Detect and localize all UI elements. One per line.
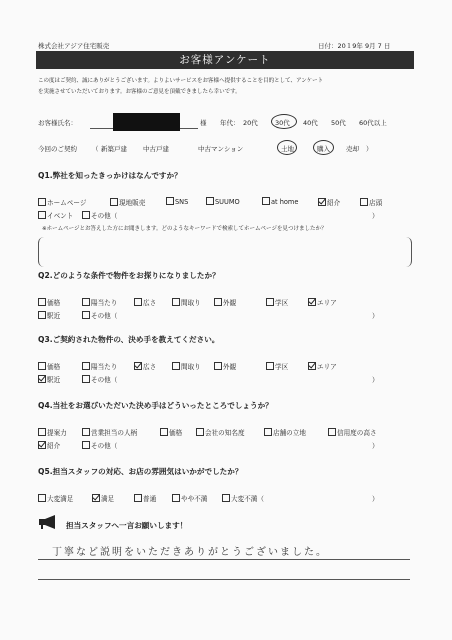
q4-other-close: ）	[372, 442, 379, 450]
intro-line-1: この度はご契約、誠にありがとうございます。よりよいサービスをお客様へ提供することを目的として、アンケート	[38, 78, 324, 84]
q1-suumo[interactable]: SUUMO	[206, 197, 240, 206]
q2-school[interactable]: 学区	[266, 297, 288, 307]
q1-store-checkbox[interactable]	[360, 198, 368, 206]
q3-area[interactable]: エリア	[308, 361, 337, 371]
age-label: 年代：	[220, 119, 240, 127]
contract-new-house[interactable]: 新築戸建	[101, 145, 127, 153]
q1-homepage[interactable]: ホームページ	[38, 197, 86, 207]
q2-exterior-checkbox[interactable]	[214, 298, 222, 306]
q4-price[interactable]: 価格	[160, 427, 182, 437]
q2-area-checkbox[interactable]	[308, 298, 316, 306]
q1-store[interactable]: 店頭	[360, 197, 382, 207]
q2-title: Q2.どのような条件で物件をお探りになりましたか？	[38, 271, 220, 280]
customer-name-label: お客様氏名：	[38, 119, 77, 127]
contract-land[interactable]: 土地	[281, 145, 294, 153]
redacted-name	[113, 113, 180, 131]
q1-event-checkbox[interactable]	[38, 211, 46, 219]
q3-sunlight-checkbox[interactable]	[82, 362, 90, 370]
q5-other-close: ）	[372, 495, 379, 503]
q2-other-close: ）	[372, 312, 379, 320]
age-30-circle	[271, 114, 297, 129]
message-line-1	[38, 559, 410, 560]
age-20[interactable]: 20代	[243, 119, 258, 127]
q1-sns-checkbox[interactable]	[166, 197, 174, 205]
q5-slightly-unsatisfied-checkbox[interactable]	[172, 494, 180, 502]
q5-neutral[interactable]: 普通	[134, 493, 156, 503]
q3-sunlight[interactable]: 陽当たり	[82, 361, 117, 371]
page-title: お客様アンケート	[36, 51, 414, 69]
q2-sunlight[interactable]: 陽当たり	[82, 297, 117, 307]
survey-date: 日付：20１9年 9月 7 日	[318, 42, 391, 50]
q2-station[interactable]: 駅近	[38, 310, 60, 320]
q2-price-checkbox[interactable]	[38, 298, 46, 306]
q5-satisfied-checkbox[interactable]	[92, 494, 100, 502]
q3-layout-checkbox[interactable]	[172, 362, 180, 370]
contract-used-condo[interactable]: 中古マンション	[198, 145, 244, 153]
q4-referral-checkbox[interactable]	[38, 441, 46, 449]
q5-satisfied[interactable]: 満足	[92, 493, 114, 503]
q1-homepage-checkbox[interactable]	[38, 198, 46, 206]
q3-exterior-checkbox[interactable]	[214, 362, 222, 370]
contract-label: 今回のご契約	[38, 145, 77, 153]
q3-size-checkbox[interactable]	[134, 362, 142, 370]
q3-exterior[interactable]: 外観	[214, 361, 236, 371]
q1-onsite[interactable]: 現地販売	[110, 197, 145, 207]
q4-trust-checkbox[interactable]	[328, 428, 336, 436]
q1-referral[interactable]: 紹介	[318, 197, 340, 207]
q4-recognition[interactable]: 会社の知名度	[196, 427, 245, 437]
q3-size[interactable]: 広さ	[134, 361, 156, 371]
q1-note: ※ホームページとお答えした方にお聞きします。どのようなキーワードで検索してホームページを見つけましたか？	[42, 226, 327, 232]
q3-price-checkbox[interactable]	[38, 362, 46, 370]
q2-school-checkbox[interactable]	[266, 298, 274, 306]
q3-title: Q3.ご契約された物件の、決め手を教えてください。	[38, 335, 220, 344]
q2-other-checkbox[interactable]	[82, 311, 90, 319]
contract-open: （	[92, 145, 99, 153]
q1-referral-checkbox[interactable]	[318, 198, 326, 206]
q5-very-satisfied[interactable]: 大変満足	[38, 493, 73, 503]
q4-recognition-checkbox[interactable]	[196, 428, 204, 436]
q4-location-checkbox[interactable]	[264, 428, 272, 436]
age-40[interactable]: 40代	[303, 119, 318, 127]
q1-suumo-checkbox[interactable]	[206, 197, 214, 205]
message-line-2	[38, 579, 410, 580]
q4-proposal[interactable]: 提案力	[38, 427, 67, 437]
q4-referral[interactable]: 紹介	[38, 440, 60, 450]
q5-very-unsatisfied-checkbox[interactable]	[222, 494, 230, 502]
q4-location[interactable]: 店舗の立地	[264, 427, 306, 437]
q1-athome-checkbox[interactable]	[262, 197, 270, 205]
q5-very-satisfied-checkbox[interactable]	[38, 494, 46, 502]
handwritten-message: 丁寧など説明をいただきありがとうございました。	[52, 547, 328, 558]
q5-slightly-unsatisfied[interactable]: やや不満	[172, 493, 207, 503]
q4-other[interactable]: その他（	[82, 440, 117, 450]
q3-area-checkbox[interactable]	[308, 362, 316, 370]
q2-other[interactable]: その他（	[82, 310, 117, 320]
q4-other-checkbox[interactable]	[82, 441, 90, 449]
q2-layout-checkbox[interactable]	[172, 298, 180, 306]
q1-other-checkbox[interactable]	[82, 211, 90, 219]
q3-other-close: ）	[372, 376, 379, 384]
q3-other-checkbox[interactable]	[82, 375, 90, 383]
q1-onsite-checkbox[interactable]	[110, 198, 118, 206]
contract-purchase[interactable]: 購入	[317, 145, 330, 153]
q1-other-close: ）	[372, 212, 379, 220]
q1-title: Q1.弊社を知ったきっかけはなんですか？	[38, 171, 182, 180]
q3-school[interactable]: 学区	[266, 361, 288, 371]
megaphone-icon	[38, 515, 58, 529]
age-30[interactable]: 30代	[275, 119, 290, 127]
q2-layout[interactable]: 間取り	[172, 297, 201, 307]
contract-sell[interactable]: 売却	[346, 145, 359, 153]
age-50[interactable]: 50代	[331, 119, 346, 127]
contract-close: ）	[366, 145, 373, 153]
honorific: 様	[200, 119, 207, 127]
q4-price-checkbox[interactable]	[160, 428, 168, 436]
q1-sns[interactable]: SNS	[166, 197, 188, 206]
q3-price[interactable]: 価格	[38, 361, 60, 371]
q2-size-checkbox[interactable]	[134, 298, 142, 306]
age-60[interactable]: 60代以上	[359, 119, 387, 127]
q1-athome[interactable]: at home	[262, 197, 298, 206]
q4-personality[interactable]: 営業担当の人柄	[82, 427, 137, 437]
company-name: 株式会社アジア住宅販売	[38, 42, 110, 50]
q5-neutral-checkbox[interactable]	[134, 494, 142, 502]
q2-exterior[interactable]: 外観	[214, 297, 236, 307]
q1-event[interactable]: イベント	[38, 210, 73, 220]
land-circle	[277, 140, 297, 155]
q2-station-checkbox[interactable]	[38, 311, 46, 319]
q3-school-checkbox[interactable]	[266, 362, 274, 370]
q3-other[interactable]: その他（	[82, 374, 117, 384]
q4-proposal-checkbox[interactable]	[38, 428, 46, 436]
intro-line-2: を実施させていただいております。お客様のご意見を頂戴できましたら幸いです。	[38, 89, 241, 95]
purchase-circle	[313, 140, 334, 155]
message-label: 担当スタッフへ一言お願いします！	[66, 521, 188, 530]
q2-area[interactable]: エリア	[308, 297, 337, 307]
q1-keyword-field[interactable]	[38, 237, 412, 267]
q2-sunlight-checkbox[interactable]	[82, 298, 90, 306]
q4-personality-checkbox[interactable]	[82, 428, 90, 436]
q3-station-checkbox[interactable]	[38, 375, 46, 383]
q4-title: Q4.当社をお選びいただいた決め手はどういったところでしょうか？	[38, 401, 273, 410]
q4-trust[interactable]: 信用度の高さ	[328, 427, 377, 437]
q3-station[interactable]: 駅近	[38, 374, 60, 384]
contract-used-house[interactable]: 中古戸建	[143, 145, 169, 153]
q1-other[interactable]: その他（	[82, 210, 117, 220]
q2-price[interactable]: 価格	[38, 297, 60, 307]
q5-title: Q5.担当スタッフの対応、お店の雰囲気はいかがでしたか？	[38, 467, 243, 476]
q3-layout[interactable]: 間取り	[172, 361, 201, 371]
q5-very-unsatisfied[interactable]: 大変不満（	[222, 493, 264, 503]
q2-size[interactable]: 広さ	[134, 297, 156, 307]
